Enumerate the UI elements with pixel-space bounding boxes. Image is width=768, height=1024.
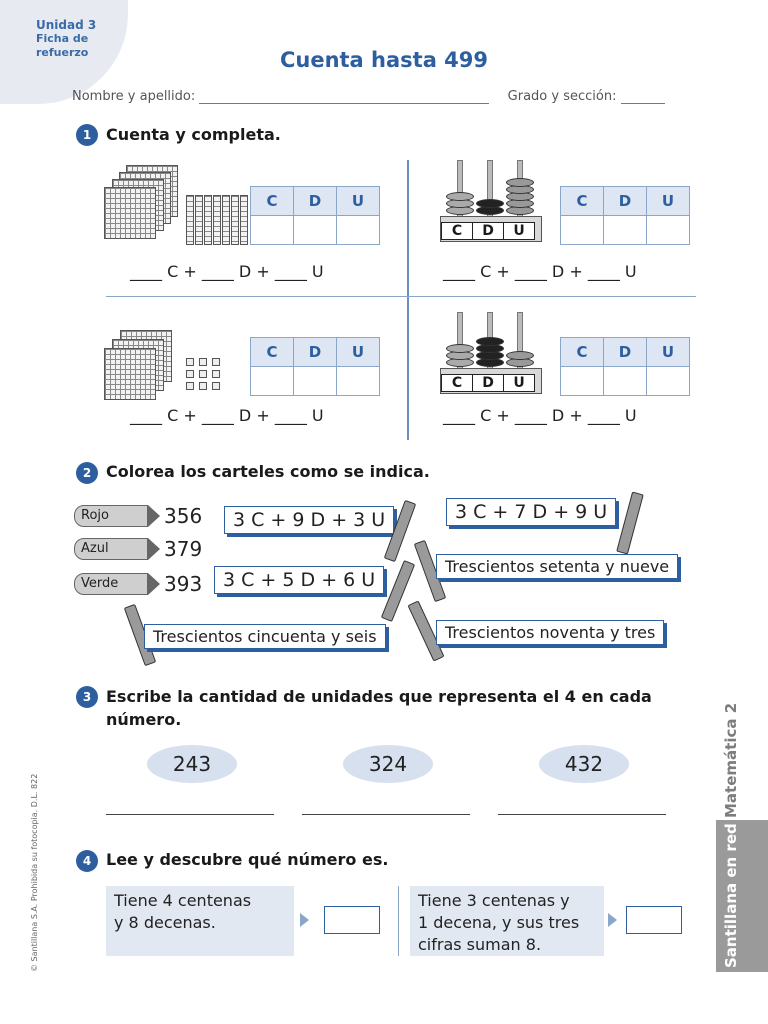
grade-label: Grado y sección: xyxy=(507,89,617,104)
number-oval-1: 243 xyxy=(147,745,237,783)
col-u: U xyxy=(337,187,380,216)
sign-393-words[interactable]: Trescientos noventa y tres xyxy=(436,620,664,645)
color-key-red xyxy=(74,504,202,528)
tens-rods-1 xyxy=(186,195,246,245)
abacus-label-d: D xyxy=(473,375,504,391)
sign-356-expanded[interactable]: 3 C + 5 D + 6 U xyxy=(214,566,384,594)
cell-u[interactable] xyxy=(337,216,380,245)
sign-356-words[interactable]: Trescientos cincuenta y seis xyxy=(144,624,386,649)
fill-line-2[interactable]: ____ C + ____ D + ____ U xyxy=(443,262,637,281)
triangle-arrow-icon xyxy=(608,913,617,927)
fill-line-1[interactable]: ____ C + ____ D + ____ U xyxy=(130,262,324,281)
number-oval-2: 324 xyxy=(343,745,433,783)
hundreds-blocks-1 xyxy=(104,165,184,243)
cell-c[interactable] xyxy=(561,216,604,245)
clue-panel-1 xyxy=(106,886,294,956)
color-label-green: Verde xyxy=(74,573,148,595)
col-u: U xyxy=(647,187,690,216)
col-u: U xyxy=(647,338,690,367)
exercise-1-heading: Cuenta y completa. xyxy=(106,125,281,144)
unit-label: Unidad 3 xyxy=(36,18,97,32)
clue-panel-2 xyxy=(410,886,604,956)
color-number-green: 393 xyxy=(164,572,203,596)
units-cubes-2 xyxy=(186,358,226,392)
exercise-3-heading-line1: Escribe la cantidad de unidades que representa el 4 en cada xyxy=(106,687,652,706)
color-key-green xyxy=(74,572,202,596)
fill-line-3[interactable]: ____ C + ____ D + ____ U xyxy=(130,406,324,425)
cell-u[interactable] xyxy=(647,367,690,396)
exercise-4-heading: Lee y descubre qué número es. xyxy=(106,850,389,869)
arrow-icon xyxy=(148,573,160,595)
col-u: U xyxy=(337,338,380,367)
name-row xyxy=(72,89,665,104)
brand-logo: Santillana en red xyxy=(722,823,740,968)
clue-2-line2: 1 decena, y sus tres xyxy=(418,913,580,932)
abacus-label-d: D xyxy=(473,223,504,239)
copyright-text: © Santillana S.A. Prohibida su fotocopia. D.L. 822 xyxy=(30,773,39,972)
answer-box-1[interactable] xyxy=(324,906,380,934)
col-c: C xyxy=(251,187,294,216)
triangle-arrow-icon xyxy=(300,913,309,927)
col-d: D xyxy=(294,338,337,367)
cell-c[interactable] xyxy=(251,216,294,245)
arrow-icon xyxy=(148,538,160,560)
abacus-label-u: U xyxy=(513,223,525,239)
number-oval-3: 432 xyxy=(539,745,629,783)
col-c: C xyxy=(561,187,604,216)
color-key-blue xyxy=(74,537,202,561)
exercise-3-badge: 3 xyxy=(76,686,98,708)
clue-1-line2: y 8 decenas. xyxy=(114,913,216,932)
name-label: Nombre y apellido: xyxy=(72,89,196,104)
color-number-red: 356 xyxy=(164,504,203,528)
cell-d[interactable] xyxy=(294,216,337,245)
exercise-2-badge: 2 xyxy=(76,462,98,484)
divider-horizontal xyxy=(106,296,696,297)
abacus-1 xyxy=(440,160,545,244)
abacus-label-c: C xyxy=(442,375,473,391)
cdu-table-3 xyxy=(250,337,380,396)
exercise-1-badge: 1 xyxy=(76,124,98,146)
exercise-3-heading-line2: número. xyxy=(106,710,182,729)
color-number-blue: 379 xyxy=(164,537,203,561)
col-c: C xyxy=(561,338,604,367)
answer-line-3[interactable] xyxy=(498,814,666,815)
abacus-label-c: C xyxy=(442,223,473,239)
exercise-2-heading: Colorea los carteles como se indica. xyxy=(106,462,430,481)
panel-divider xyxy=(398,886,399,956)
col-d: D xyxy=(294,187,337,216)
sign-379-expanded[interactable]: 3 C + 7 D + 9 U xyxy=(446,498,616,526)
cdu-table-1 xyxy=(250,186,380,245)
clue-1-line1: Tiene 4 centenas xyxy=(114,891,252,910)
sign-379-words[interactable]: Trescientos setenta y nueve xyxy=(436,554,678,579)
cell-d[interactable] xyxy=(604,216,647,245)
pencil-icon xyxy=(616,492,644,555)
col-d: D xyxy=(604,187,647,216)
series-title: Matemática 2 xyxy=(722,702,740,818)
cell-d[interactable] xyxy=(604,367,647,396)
cell-u[interactable] xyxy=(647,216,690,245)
hundreds-blocks-2 xyxy=(104,330,184,408)
grade-field[interactable] xyxy=(621,103,665,104)
cdu-table-2 xyxy=(560,186,690,245)
sign-393-expanded[interactable]: 3 C + 9 D + 3 U xyxy=(224,506,394,534)
sheet-label-2: refuerzo xyxy=(36,46,89,59)
cell-c[interactable] xyxy=(251,367,294,396)
cdu-table-4 xyxy=(560,337,690,396)
abacus-label-u: U xyxy=(513,375,525,391)
col-c: C xyxy=(251,338,294,367)
name-field[interactable] xyxy=(199,103,489,104)
cell-u[interactable] xyxy=(337,367,380,396)
clue-2-line3: cifras suman 8. xyxy=(418,935,542,954)
clue-2-line1: Tiene 3 centenas y xyxy=(418,891,570,910)
col-d: D xyxy=(604,338,647,367)
abacus-2 xyxy=(440,312,545,396)
page-title: Cuenta hasta 499 xyxy=(279,48,489,72)
divider-vertical xyxy=(407,160,409,440)
fill-line-4[interactable]: ____ C + ____ D + ____ U xyxy=(443,406,637,425)
answer-line-1[interactable] xyxy=(106,814,274,815)
sheet-label-1: Ficha de xyxy=(36,32,89,45)
exercise-3-heading xyxy=(106,685,652,731)
answer-line-2[interactable] xyxy=(302,814,470,815)
exercise-4-badge: 4 xyxy=(76,850,98,872)
answer-box-2[interactable] xyxy=(626,906,682,934)
color-label-blue: Azul xyxy=(74,538,148,560)
arrow-icon xyxy=(148,505,160,527)
cell-d[interactable] xyxy=(294,367,337,396)
cell-c[interactable] xyxy=(561,367,604,396)
color-label-red: Rojo xyxy=(74,505,148,527)
